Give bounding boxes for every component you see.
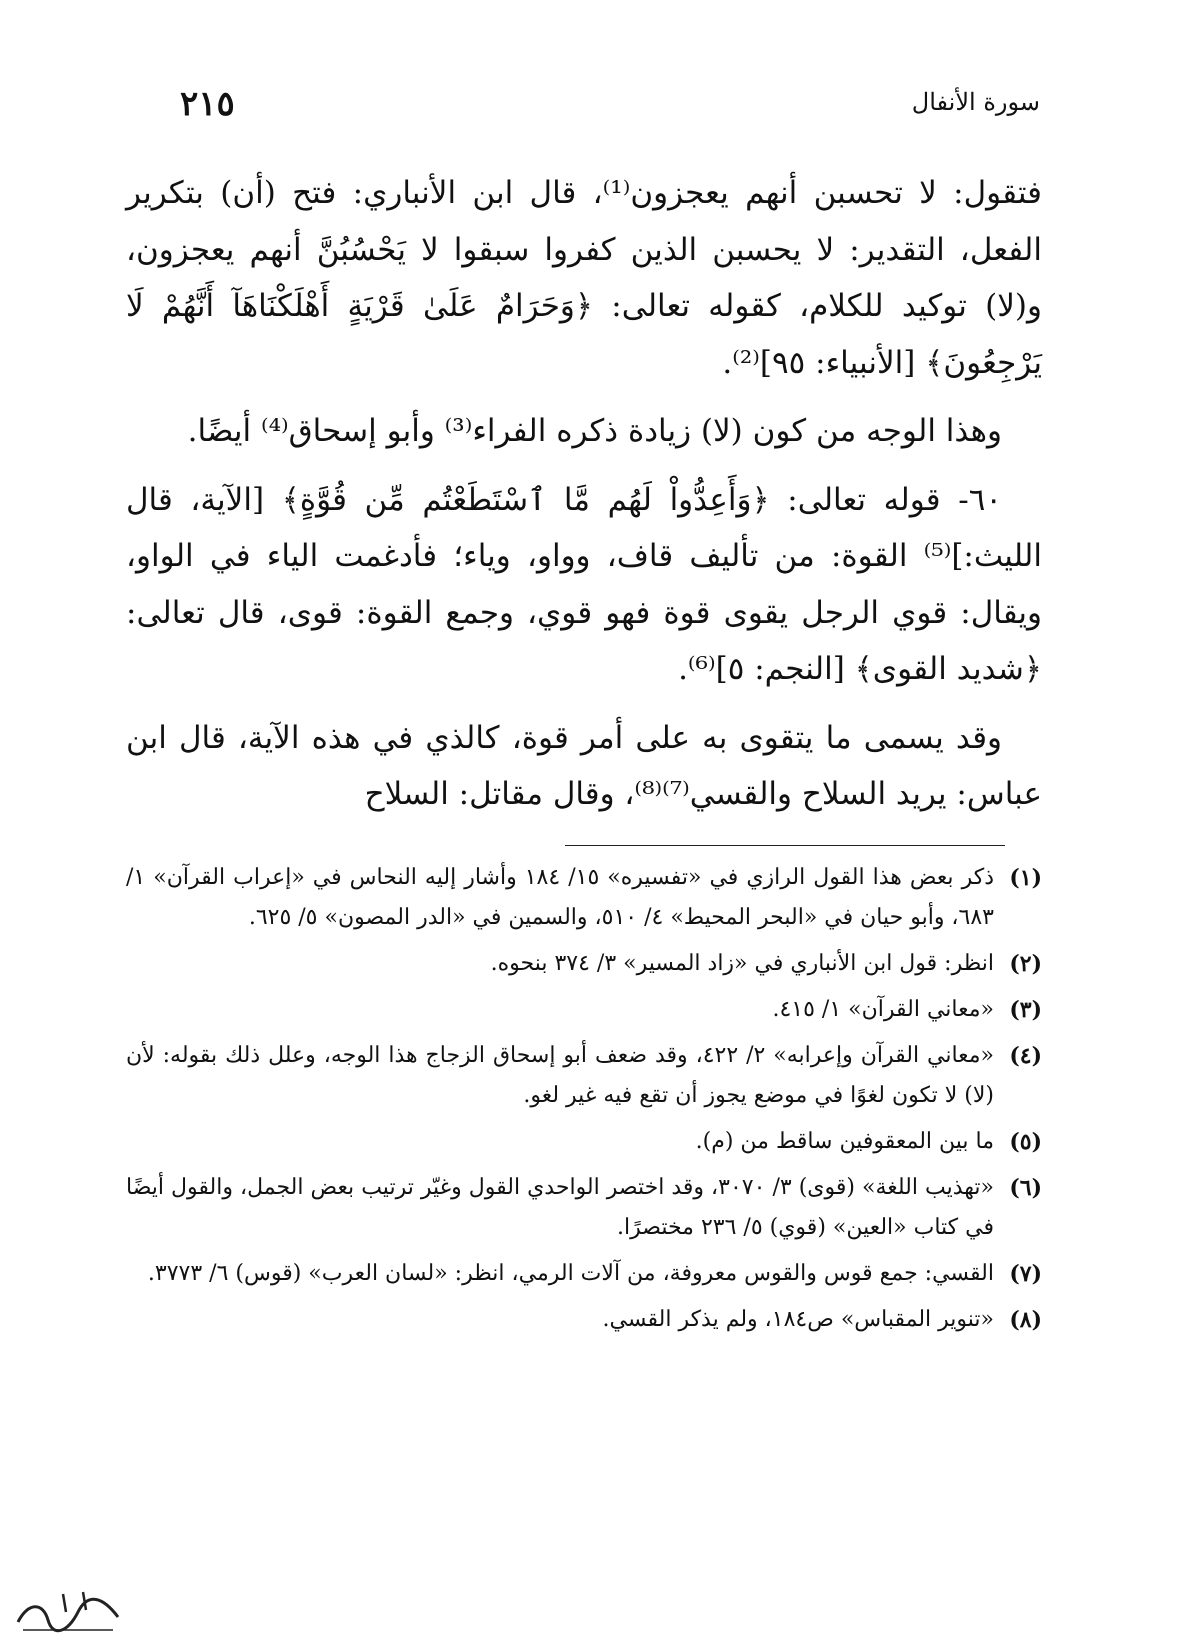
footnote bbox=[126, 1168, 1042, 1248]
footnote-text: انظر: قول ابن الأنباري في «زاد المسير» ٣/ ٣٧٤ بنحوه. bbox=[490, 951, 994, 976]
page-number: ٢١٥ bbox=[180, 84, 235, 124]
footnote-number: (٢) bbox=[1009, 951, 1042, 977]
page-header bbox=[180, 84, 1040, 128]
footnote-text: «تنوير المقباس» ص١٨٤، ولم يذكر القسي. bbox=[602, 1307, 994, 1332]
surah-title: سورة الأنفال bbox=[911, 88, 1040, 116]
footnote-text: القسي: جمع قوس والقوس معروفة، من آلات الرمي، انظر: «لسان العرب» (قوس) ٦/ ٣٧٧٣. bbox=[147, 1261, 994, 1286]
footnote bbox=[126, 1300, 1042, 1340]
footnote bbox=[126, 1254, 1042, 1294]
footnote-number: (١) bbox=[1009, 865, 1042, 891]
footnote-text: «تهذيب اللغة» (قوى) ٣/ ٣٠٧٠، وقد اختصر الواحدي القول وغيّر ترتيب بعض الجمل، والقول أيضًا في كتاب «العين» (قوي) ٥/ ٢٣٦ مختصرًا. bbox=[126, 1175, 994, 1240]
footnote-text: «معاني القرآن وإعرابه» ٢/ ٤٢٢، وقد ضعف أبو إسحاق الزجاج هذا الوجه، وعلل ذلك بقوله: لأن (لا) لا تكون لغوًا في موضع يجوز أن تقع فيه غير لغو. bbox=[126, 1043, 995, 1108]
footnote-divider bbox=[565, 845, 1005, 846]
footnote bbox=[126, 858, 1042, 938]
footnote-text: ذكر بعض هذا القول الرازي في «تفسيره» ١٥/ ١٨٤ وأشار إليه النحاس في «إعراب القرآن» ١/ ٦٨٣، وأبو حيان في «البحر المحيط» ٤/ ٥١٠، والسمين في «الدر المصون» ٥/ ٦٢٥. bbox=[126, 865, 994, 930]
footnote-text: ما بين المعقوفين ساقط من (م). bbox=[695, 1129, 994, 1154]
paragraph: فتقول: لا تحسبن أنهم يعجزون⁽¹⁾، قال ابن الأنباري: فتح (أن) بتكرير الفعل، التقدير: لا يحسبن الذين كفروا سبقوا لا يَحْسُبُنَّ أنهم يعجزون، و(لا) توكيد للكلام، كقوله تعالى: ﴿وَحَرَامٌ عَلَىٰ قَرْيَةٍ أَهْلَكْنَاهَآ أَنَّهُمْ لَا يَرْجِعُونَ﴾ [الأنبياء: ٩٥]⁽²⁾. bbox=[126, 175, 1042, 381]
logo-calligraphy-icon bbox=[8, 1582, 128, 1642]
footnote-number: (٣) bbox=[1009, 997, 1042, 1023]
footnote-number: (٧) bbox=[1009, 1261, 1042, 1287]
footnote-number: (٦) bbox=[1009, 1175, 1042, 1201]
footnote bbox=[126, 1036, 1042, 1116]
footnote bbox=[126, 1122, 1042, 1162]
paragraph: وقد يسمى ما يتقوى به على أمر قوة، كالذي في هذه الآية، قال ابن عباس: يريد السلاح والقسي⁽⁷⁾⁽⁸⁾، وقال مقاتل: السلاح bbox=[126, 719, 1042, 812]
paragraph: وهذا الوجه من كون (لا) زيادة ذكره الفراء⁽³⁾ وأبو إسحاق⁽⁴⁾ أيضًا. bbox=[187, 413, 1002, 449]
main-text bbox=[126, 165, 1042, 835]
logo-watermark bbox=[8, 1582, 128, 1642]
paragraph: ٦٠- قوله تعالى: ﴿وَأَعِدُّواْ لَهُم مَّا ٱسْتَطَعْتُم مِّن قُوَّةٍ﴾ [الآية، قال الليث:]⁽⁵⁾ القوة: من تأليف قاف، وواو، وياء؛ فأدغمت الياء في الواو، ويقال: قوي الرجل يقوى قوة فهو قوي، وجمع القوة: قوى، قال تعالى: ﴿شديد القوى﴾ [النجم: ٥]⁽⁶⁾. bbox=[126, 481, 1042, 687]
footnote bbox=[126, 990, 1042, 1030]
footnote bbox=[126, 944, 1042, 984]
footnote-number: (٤) bbox=[1009, 1043, 1042, 1069]
footnote-number: (٨) bbox=[1009, 1307, 1042, 1333]
footnote-number: (٥) bbox=[1009, 1129, 1042, 1155]
footnotes bbox=[126, 858, 1042, 1346]
footnote-text: «معاني القرآن» ١/ ٤١٥. bbox=[772, 997, 994, 1022]
